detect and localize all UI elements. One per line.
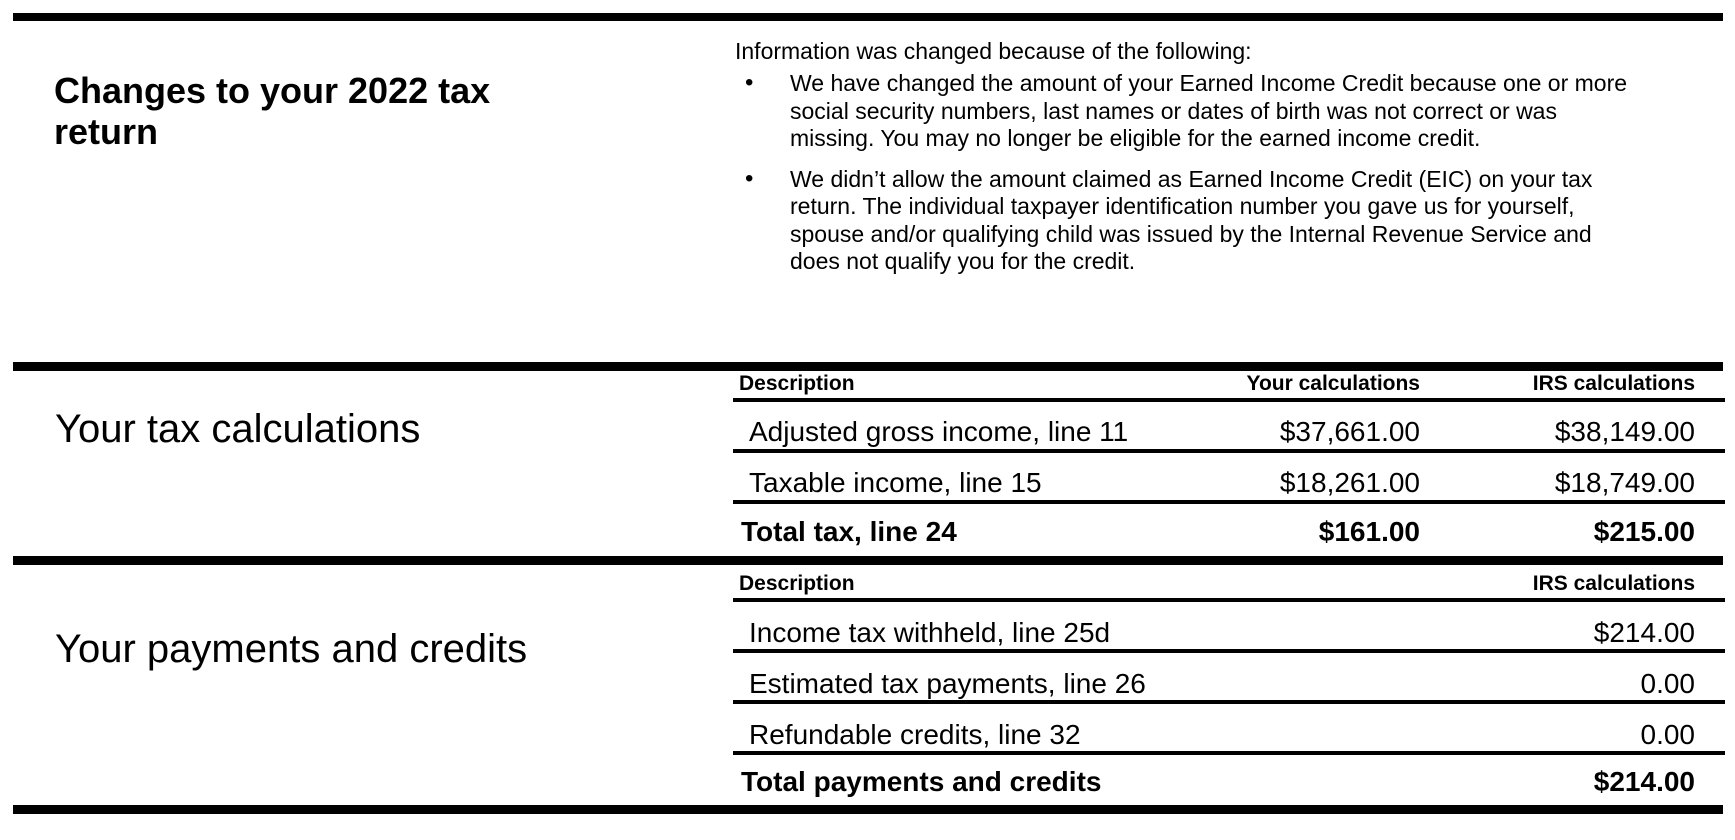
cell-description: Income tax withheld, line 25d — [749, 617, 1111, 648]
cell-description: Taxable income, line 15 — [749, 467, 1042, 498]
cell-description: Adjusted gross income, line 11 — [749, 416, 1129, 447]
cell-irs-calculations: $38,149.00 — [1554, 416, 1695, 447]
bullet-item: • We have changed the amount of your Earned Income Credit because one or more social security numbers, last names or dates of birth was not correct or was missing. You may no longer be eligible for the earned income credit. — [737, 70, 1639, 153]
cell-description: Refundable credits, line 32 — [749, 719, 1081, 750]
divider-tax-calculations — [13, 362, 1723, 371]
divider-top — [13, 13, 1723, 21]
cell-description: Total tax, line 24 — [741, 516, 957, 547]
section-title-tax-calculations: Your tax calculations — [55, 407, 421, 451]
cell-your-calculations: $18,261.00 — [1279, 467, 1420, 498]
cell-description: Estimated tax payments, line 26 — [749, 668, 1146, 699]
cell-your-calculations: $37,661.00 — [1279, 416, 1420, 447]
table-row — [733, 653, 1725, 704]
change-reason-list — [737, 70, 1639, 289]
table-row — [733, 453, 1725, 504]
payments-credits-table — [733, 566, 1725, 798]
intro-text: Information was changed because of the following: — [735, 38, 1252, 64]
table-row — [733, 402, 1725, 453]
cell-irs-calculations: $215.00 — [1593, 516, 1695, 547]
table-total-row — [733, 504, 1725, 548]
cell-description: Total payments and credits — [741, 766, 1102, 797]
cell-irs-calculations: $18,749.00 — [1554, 467, 1695, 498]
bullet-item: • We didn’t allow the amount claimed as Earned Income Credit (EIC) on your tax return. The individual taxpayer identification number you gave us for yourself, spouse and/or qualifying child was issued by the Internal Revenue Service and does not qualify you for the credit. — [737, 166, 1639, 276]
table-row — [733, 704, 1725, 755]
table-header-row — [733, 566, 1725, 602]
table-header-row — [733, 372, 1725, 402]
page-title: Changes to your 2022 tax return — [54, 70, 491, 152]
column-header-description: Description — [739, 572, 855, 595]
table-total-row — [733, 755, 1725, 798]
column-header-description: Description — [739, 372, 855, 395]
table-row — [733, 602, 1725, 653]
cell-irs-calculations: $214.00 — [1593, 617, 1695, 648]
column-header-irs-calculations: IRS calculations — [1532, 572, 1695, 595]
divider-bottom — [13, 805, 1723, 814]
column-header-irs-calculations: IRS calculations — [1532, 372, 1695, 395]
column-header-your-calculations: Your calculations — [1246, 372, 1420, 395]
cell-irs-calculations: 0.00 — [1640, 719, 1695, 750]
divider-payments-credits — [13, 556, 1723, 565]
cell-your-calculations: $161.00 — [1318, 516, 1420, 547]
cell-irs-calculations: 0.00 — [1640, 668, 1695, 699]
section-title-payments-credits: Your payments and credits — [55, 627, 528, 671]
tax-calculations-table — [733, 372, 1725, 548]
cell-irs-calculations: $214.00 — [1593, 766, 1695, 797]
